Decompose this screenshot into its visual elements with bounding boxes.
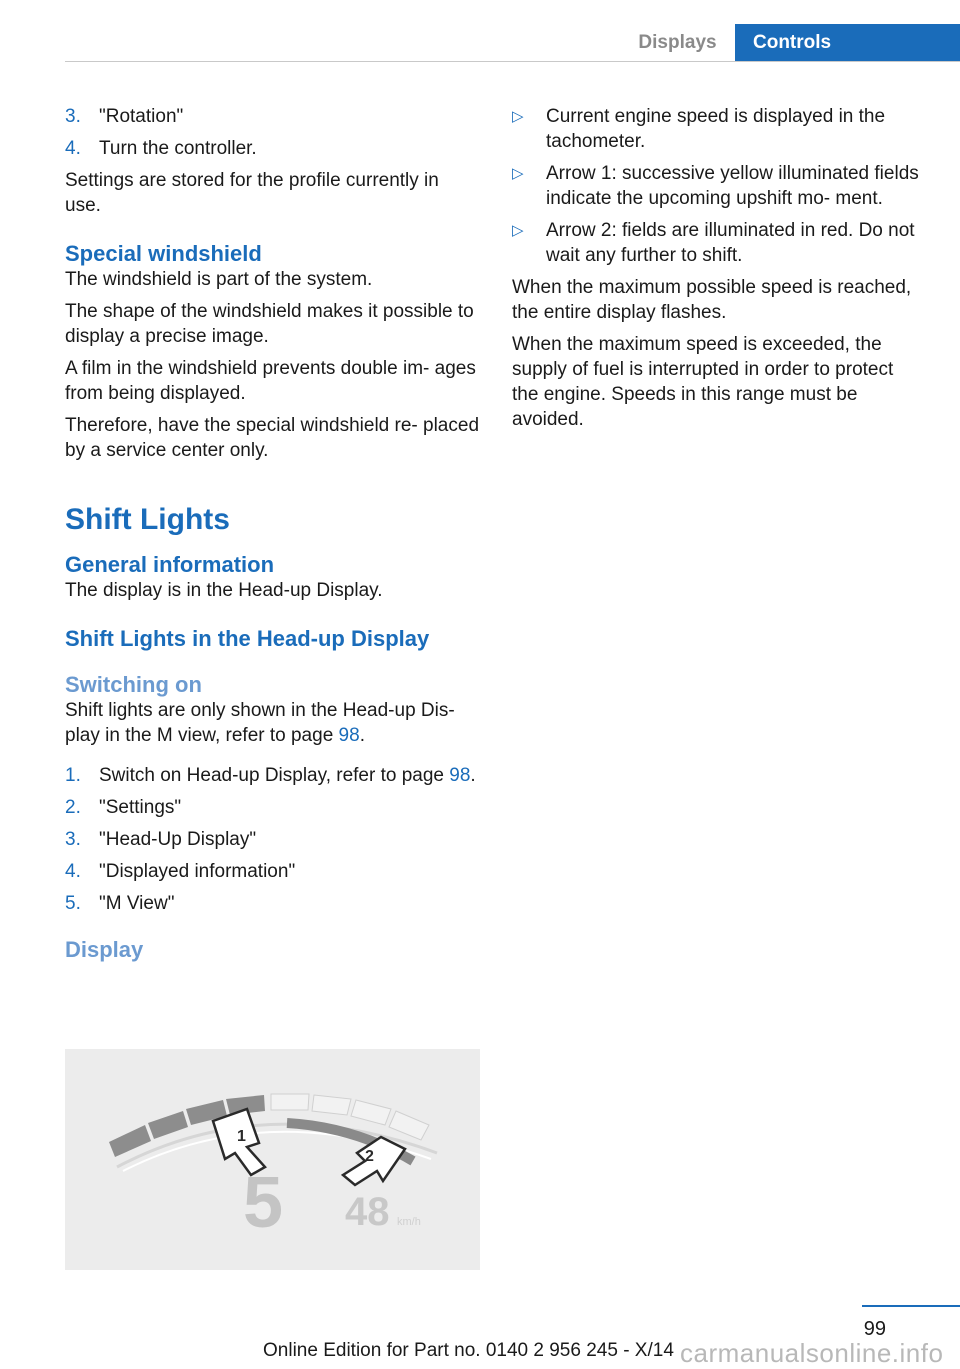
step-text: "M View" xyxy=(99,893,175,914)
tab-controls[interactable]: Controls xyxy=(735,24,960,62)
steps-list xyxy=(65,763,480,916)
left-column xyxy=(65,104,480,963)
paragraph: The windshield is part of the system. xyxy=(65,269,373,290)
paragraph: When the maximum speed is exceeded, the supply of fuel is interrupted in order to protect the engine. Speeds in this range must be avoided. xyxy=(512,334,894,430)
footer-divider xyxy=(862,1305,960,1307)
edition-footer: Online Edition for Part no. 0140 2 956 245 - X/14 xyxy=(263,1340,674,1361)
punctuation: . xyxy=(470,765,476,786)
paragraph: A film in the windshield prevents double im‐ ages from being displayed. xyxy=(65,358,476,404)
list-item xyxy=(65,795,480,820)
light-segment xyxy=(271,1094,309,1110)
step-text: "Head-Up Display" xyxy=(99,829,257,850)
arrow-2-label: 2 xyxy=(365,1148,374,1165)
list-item xyxy=(512,161,922,211)
step-number: 3. xyxy=(65,106,81,127)
list-item xyxy=(65,891,480,916)
arrow-1-label: 1 xyxy=(237,1128,246,1145)
punctuation: . xyxy=(359,725,365,746)
list-item xyxy=(65,763,480,788)
heading-general-information: General information xyxy=(65,552,275,577)
page-number: 99 xyxy=(863,1318,886,1340)
steps-top-list xyxy=(65,104,480,161)
header-divider xyxy=(65,61,960,62)
tab-displays[interactable]: Displays xyxy=(638,32,717,53)
shift-lights-figure xyxy=(65,1049,480,1270)
paragraph: The display is in the Head-up Display. xyxy=(65,580,383,601)
speed-readout: 48 xyxy=(345,1190,390,1234)
light-segment xyxy=(312,1095,351,1115)
gear-indicator: 5 xyxy=(243,1163,284,1243)
light-segment xyxy=(148,1111,188,1139)
list-item xyxy=(512,104,922,154)
list-item xyxy=(65,104,480,129)
step-number: 4. xyxy=(65,138,81,159)
step-number: 1. xyxy=(65,765,81,786)
right-column xyxy=(512,104,922,439)
light-segment xyxy=(389,1111,429,1140)
paragraph: When the maximum possible speed is reached, the entire display flashes. xyxy=(512,277,912,323)
step-text: "Settings" xyxy=(99,797,182,818)
heading-special-windshield: Special windshield xyxy=(65,241,262,266)
light-segment xyxy=(351,1100,391,1125)
bullet-text: Current engine speed is displayed in the tachometer. xyxy=(546,106,886,152)
list-item xyxy=(65,827,480,852)
heading-shift-lights: Shift Lights xyxy=(65,503,230,536)
heading-switching-on: Switching on xyxy=(65,672,202,697)
step-number: 4. xyxy=(65,861,81,882)
bullet-list xyxy=(512,104,922,268)
step-number: 5. xyxy=(65,893,81,914)
bullet-text: Arrow 1: successive yellow illuminated fields indicate the upcoming upshift mo‐ ment. xyxy=(546,163,919,209)
list-item xyxy=(65,859,480,884)
step-text: "Rotation" xyxy=(99,106,184,127)
list-item xyxy=(65,136,480,161)
step-number: 2. xyxy=(65,797,81,818)
paragraph xyxy=(65,698,480,748)
step-text: Switch on Head-up Display, refer to page xyxy=(99,765,450,786)
speed-unit: km/h xyxy=(397,1216,421,1228)
switching-text: Shift lights are only shown in the Head-up Dis‐ play in the M view, refer to page xyxy=(65,700,455,746)
heading-display: Display xyxy=(65,937,144,962)
paragraph: Therefore, have the special windshield re‐ placed by a service center only. xyxy=(65,415,480,461)
page-link[interactable]: 98 xyxy=(449,765,471,786)
triangle-bullet-icon: ▷ xyxy=(512,108,524,125)
page-link[interactable]: 98 xyxy=(338,725,360,746)
step-text: Turn the controller. xyxy=(99,138,257,159)
paragraph: The shape of the windshield makes it possible to display a precise image. xyxy=(65,301,474,347)
triangle-bullet-icon: ▷ xyxy=(512,222,524,239)
heading-shift-lights-hud: Shift Lights in the Head-up Display xyxy=(65,626,430,651)
bullet-text: Arrow 2: fields are illuminated in red. Do not wait any further to shift. xyxy=(546,220,915,266)
list-item xyxy=(512,218,922,268)
step-number: 3. xyxy=(65,829,81,850)
shift-lights-illustration xyxy=(65,1049,480,1270)
settings-note: Settings are stored for the profile currently in use. xyxy=(65,170,439,216)
page-header xyxy=(0,24,960,62)
step-text: "Displayed information" xyxy=(99,861,296,882)
arrow-2 xyxy=(343,1137,405,1185)
watermark: carmanualsonline.info xyxy=(680,1338,944,1368)
triangle-bullet-icon: ▷ xyxy=(512,165,524,182)
